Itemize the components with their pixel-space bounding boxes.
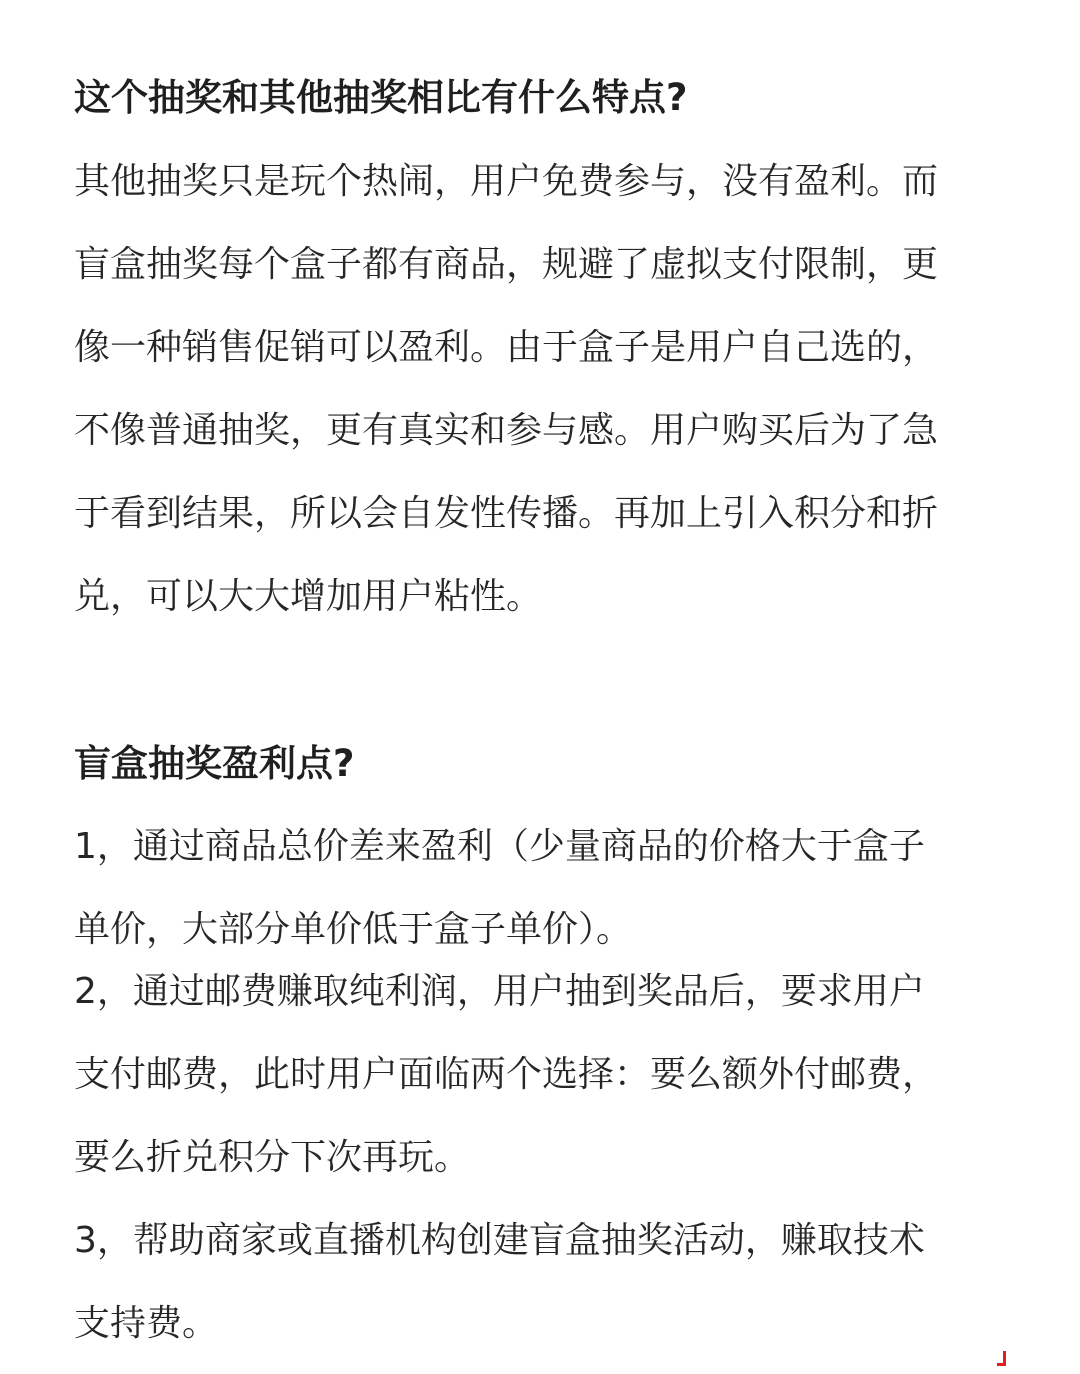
corner-mark-icon [997,1351,1006,1366]
list-item-line: 单价，大部分单价低于盒子单价）。 [74,909,633,950]
list-item-line: 1，通过商品总价差来盈利（少量商品的价格大于盒子 [74,826,925,867]
paragraph-line: 像一种销售促销可以盈利。由于盒子是用户自己选的， [74,327,939,368]
paragraph-line: 不像普通抽奖，更有真实和参与感。用户购买后为了急 [74,410,939,451]
section-heading-features: 这个抽奖和其他抽奖相比有什么特点? [74,76,688,119]
section-heading-profit-points: 盲盒抽奖盈利点? [74,742,355,785]
paragraph-line: 其他抽奖只是玩个热闹，用户免费参与，没有盈利。而 [74,161,939,202]
paragraph-line: 兑，可以大大增加用户粘性。 [74,576,543,617]
paragraph-line: 盲盒抽奖每个盒子都有商品，规避了虚拟支付限制，更 [74,244,939,285]
list-item-line: 要么折兑积分下次再玩。 [74,1137,471,1178]
list-item-line: 2，通过邮费赚取纯利润，用户抽到奖品后，要求用户 [74,971,925,1012]
paragraph-line: 于看到结果，所以会自发性传播。再加上引入积分和折 [74,493,939,534]
list-item-line: 3，帮助商家或直播机构创建盲盒抽奖活动，赚取技术 [74,1220,925,1261]
list-item-line: 支持费。 [74,1303,219,1344]
list-item-line: 支付邮费，此时用户面临两个选择：要么额外付邮费， [74,1054,939,1095]
